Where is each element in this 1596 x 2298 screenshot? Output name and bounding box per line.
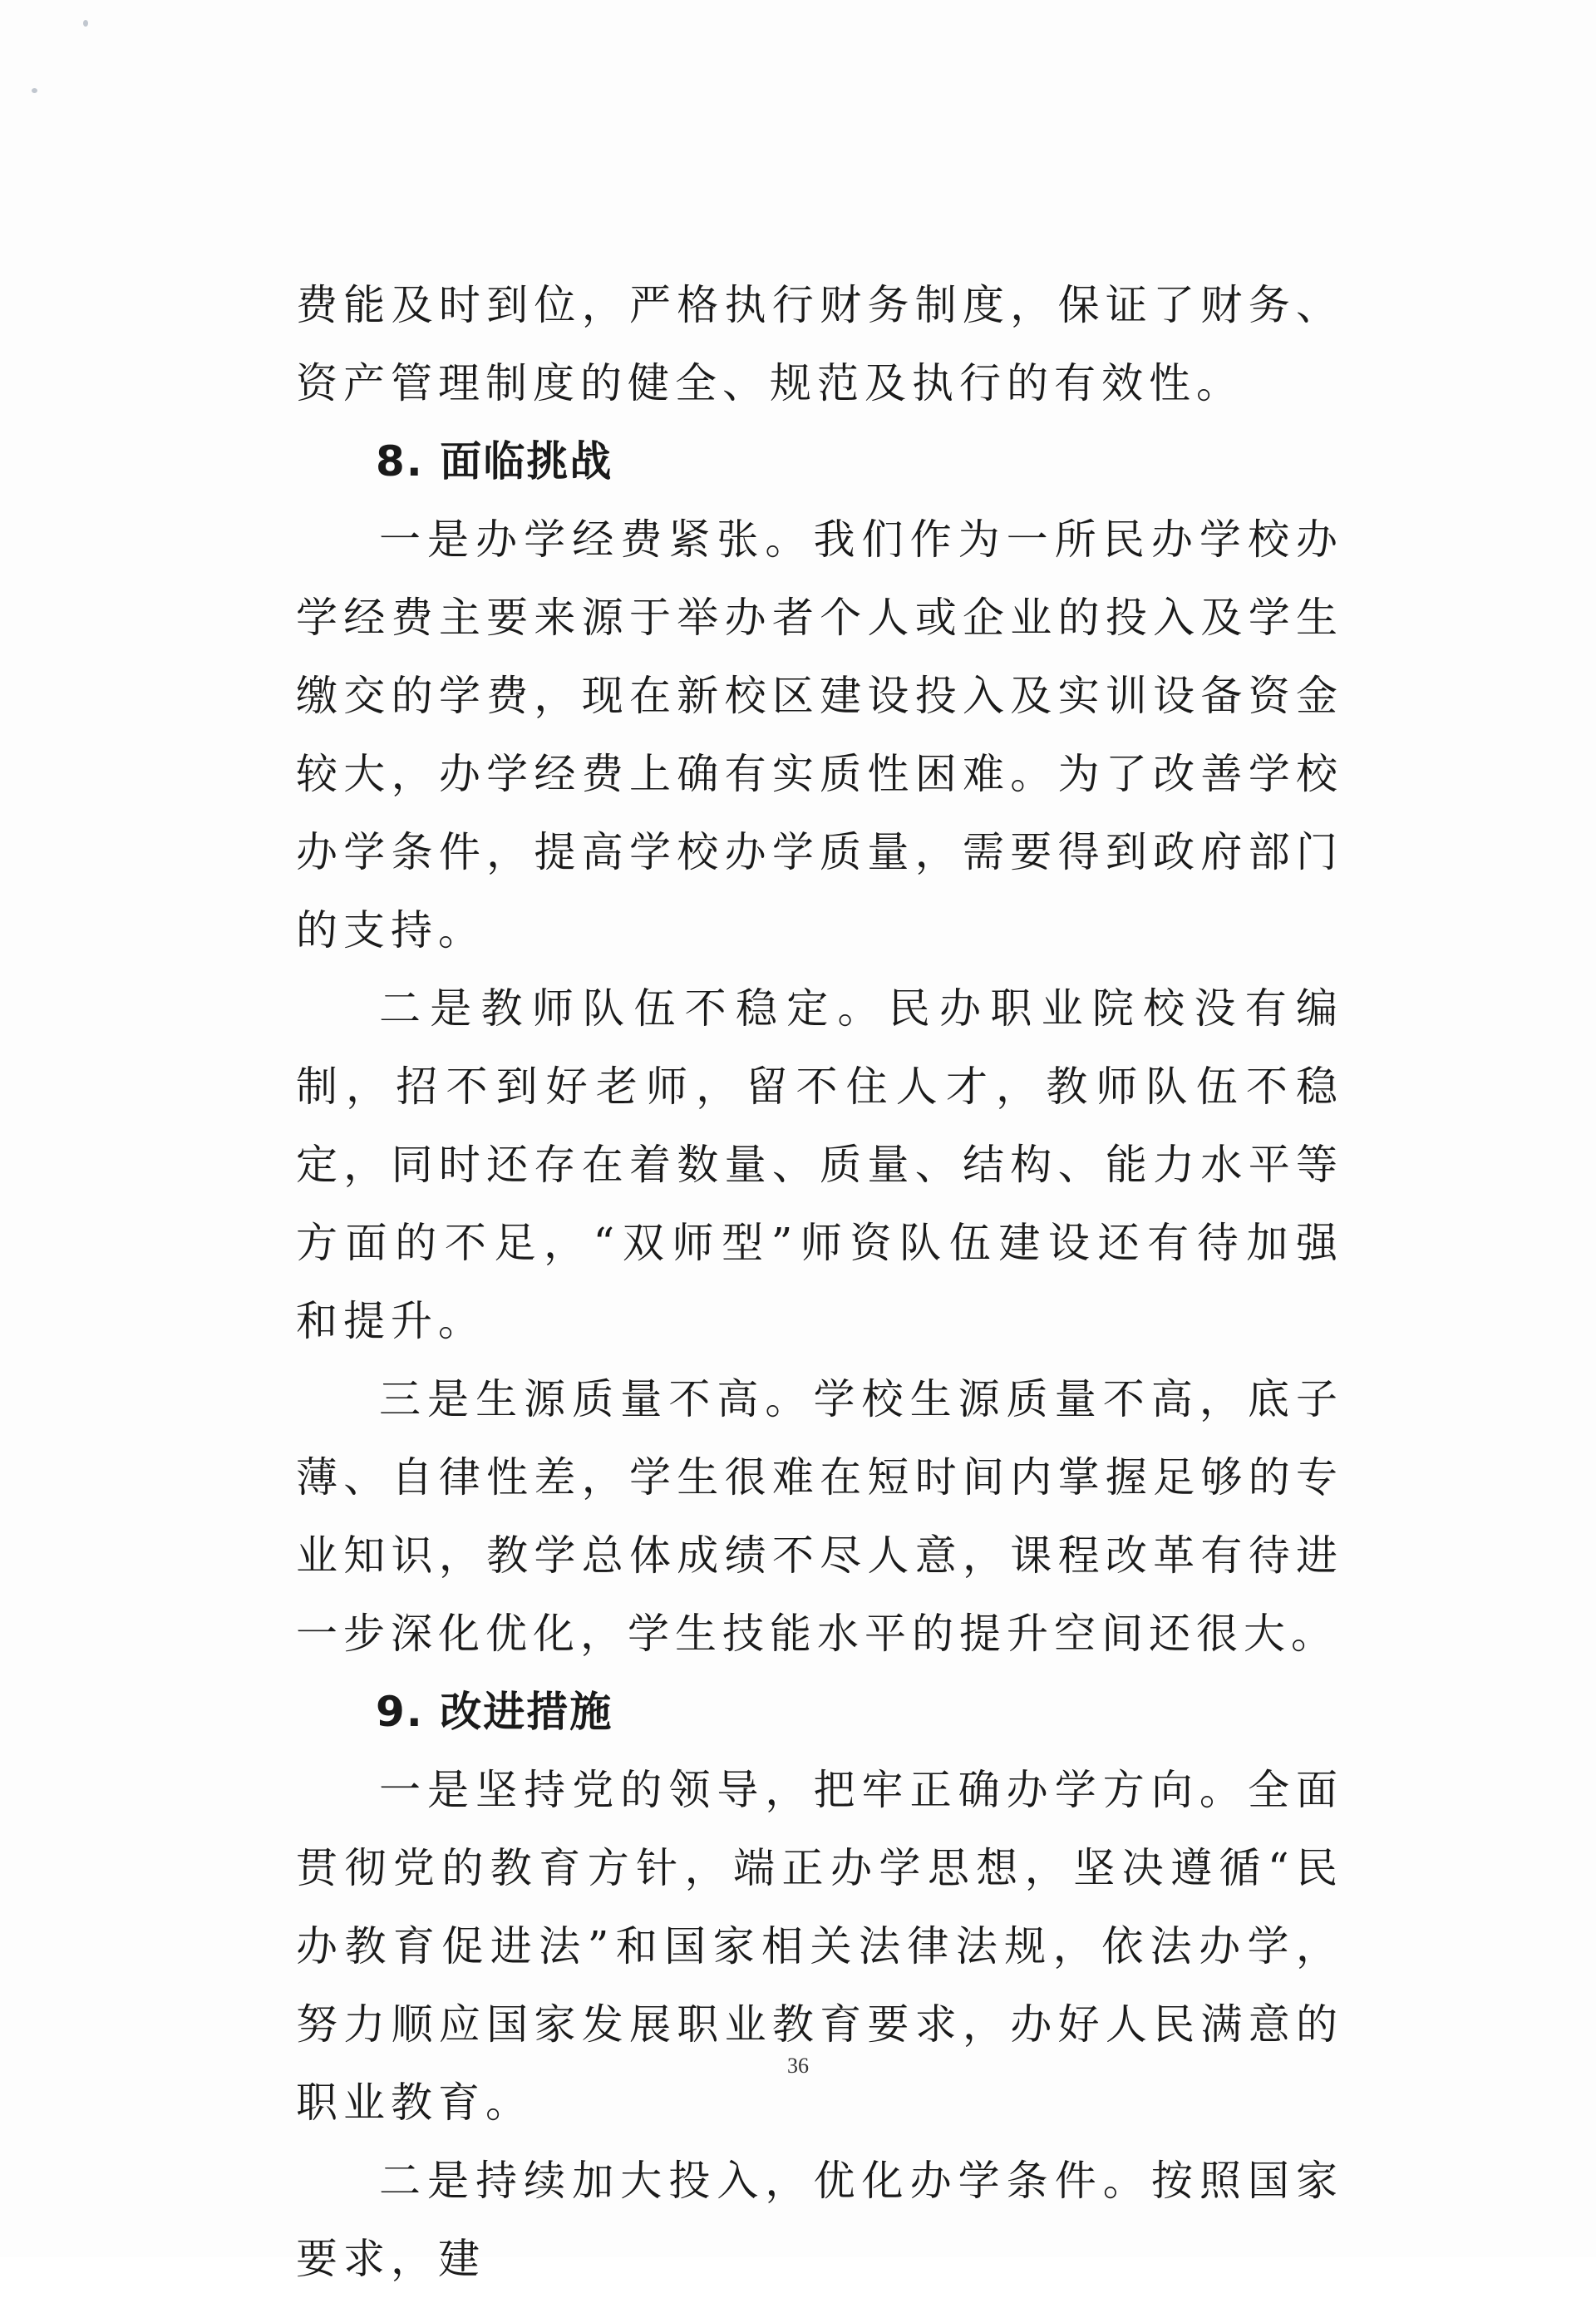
page-body [296,266,1343,2298]
section-heading-challenges: 8. 面临挑战 [376,437,613,486]
scan-speck [32,88,37,93]
measure-paragraph-leadership: 一是坚持党的领导，把牢正确办学方向。全面贯彻党的教育方针，端正办学思想，坚决遵循“民办教育促进法”和国家相关法律法规，依法办学，努力顺应国家发展职业教育要求，办好人民满意的职业教育。 [296,1766,1343,2127]
challenge-paragraph-funding: 一是办学经费紧张。我们作为一所民办学校办学经费主要来源于举办者个人或企业的投入及学生缴交的学费，现在新校区建设投入及实训设备资金较大，办学经费上确有实质性困难。为了改善学校办学条件，提高学校办学质量，需要得到政府部门的支持。 [296,515,1343,954]
challenge-paragraph-students: 三是生源质量不高。学校生源质量不高，底子薄、自律性差，学生很难在短时间内掌握足够的专业知识，教学总体成绩不尽人意，课程改革有待进一步深化优化，学生技能水平的提升空间还很大。 [296,1375,1343,1658]
challenge-paragraph-teachers: 二是教师队伍不稳定。民办职业院校没有编制，招不到好老师，留不住人才，教师队伍不稳定，同时还存在着数量、质量、结构、能力水平等方面的不足，“双师型”师资队伍建设还有待加强和提升。 [296,984,1343,1345]
measure-paragraph-investment: 二是持续加大投入，优化办学条件。按照国家要求，建 [296,2157,1343,2283]
continuation-paragraph: 费能及时到位，严格执行财务制度，保证了财务、资产管理制度的健全、规范及执行的有效性。 [296,281,1343,407]
scan-speck [83,20,88,27]
section-heading-measures: 9. 改进措施 [376,1688,613,1736]
page-number: 36 [787,2054,809,2078]
